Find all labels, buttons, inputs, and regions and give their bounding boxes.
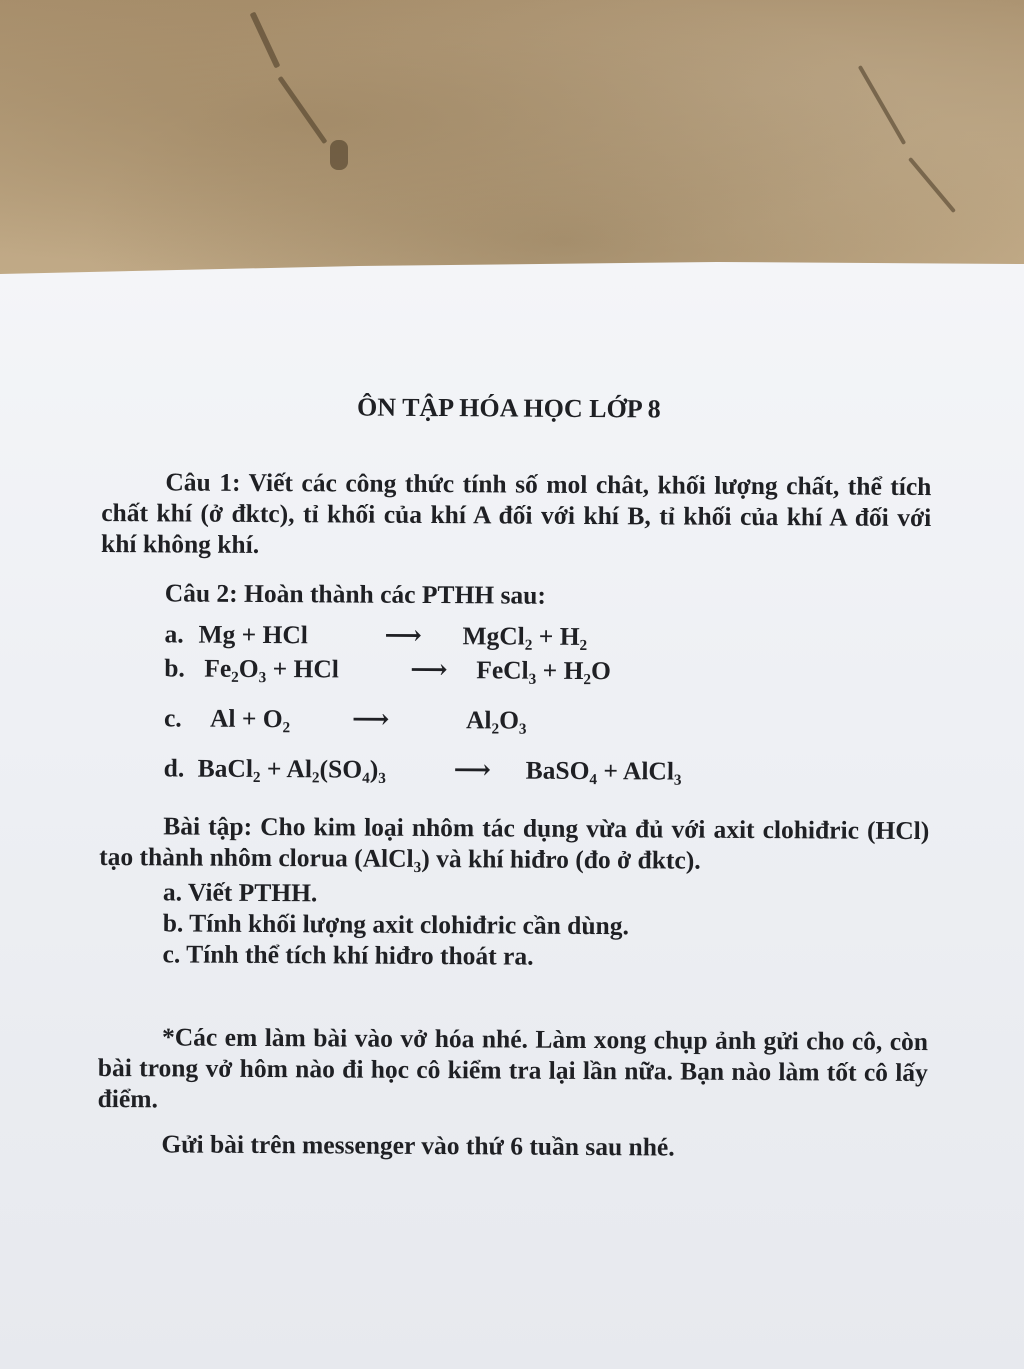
ground-crack [278, 76, 328, 144]
equation-reactants: Al + O₂ [209, 703, 291, 734]
equation-reactants: Mg + HCl [198, 619, 309, 650]
equation-label: d. [163, 753, 185, 783]
reaction-arrow-icon: ⟶ [384, 620, 422, 650]
ground-crack [908, 157, 956, 213]
ground-crack [250, 12, 281, 69]
teacher-note: *Các em làm bài vào vở hóa nhé. Làm xong chụp ảnh gửi cho cô, còn bài trong vở hôm nào đi học cô kiểm tra lại lần nữa. Bạn nào làm tốt cô lấy điểm. [97, 1022, 929, 1114]
equation-b [164, 652, 930, 691]
equation-label: c. [163, 703, 182, 733]
page-title: ÔN TẬP HÓA HỌC LỚP 8 [356, 392, 661, 424]
question-1: Câu 1: Viết các công thức tính số mol chât, khối lượng chất, thể tích chất khí (ở đktc), tỉ khối của khí A đối với khí B, tỉ khối của khí A đối với khí không khí. [100, 467, 932, 559]
task-item: a. Viết PTHH. [162, 877, 318, 908]
question-2: Câu 2: Hoàn thành các PTHH sau: [164, 578, 546, 610]
background-ground [0, 0, 1024, 300]
reaction-arrow-icon: ⟶ [410, 654, 448, 685]
equation-products: BaSO₄ + AlCl₃ [525, 755, 682, 786]
ground-crack [858, 65, 906, 145]
equation-products: Al₂O₃ [465, 705, 527, 735]
equation-label: a. [164, 619, 184, 649]
equation-c [164, 702, 930, 741]
equation-products: FeCl₃ + H₂O [476, 655, 612, 686]
equation-reactants: BaCl₂ + Al₂(SO₄)₃ [197, 753, 386, 784]
exercise-text: Bài tập: Cho kim loại nhôm tác dụng vừa đủ với axit clohiđric (HCl) tạo thành nhôm clorua (AlCl₃) và khí hiđro (đo ở đktc). [99, 811, 930, 875]
task-item: b. Tính khối lượng axit clohiđric cần dùng. [162, 908, 629, 941]
reaction-arrow-icon: ⟶ [453, 755, 492, 785]
document-content [97, 390, 932, 1164]
submission-note: Gửi bài trên messenger vào thứ 6 tuần sau nhé. [161, 1129, 675, 1162]
equation-reactants: Fe₂O₃ + HCl [204, 653, 340, 684]
task-item: c. Tính thể tích khí hiđro thoát ra. [162, 939, 534, 971]
equation-d [164, 752, 930, 791]
reaction-arrow-icon: ⟶ [351, 704, 390, 734]
equation-products: MgCl₂ + H₂ [462, 621, 588, 651]
equation-a [164, 618, 930, 657]
ground-crack [330, 140, 348, 170]
equation-label: b. [164, 653, 185, 683]
